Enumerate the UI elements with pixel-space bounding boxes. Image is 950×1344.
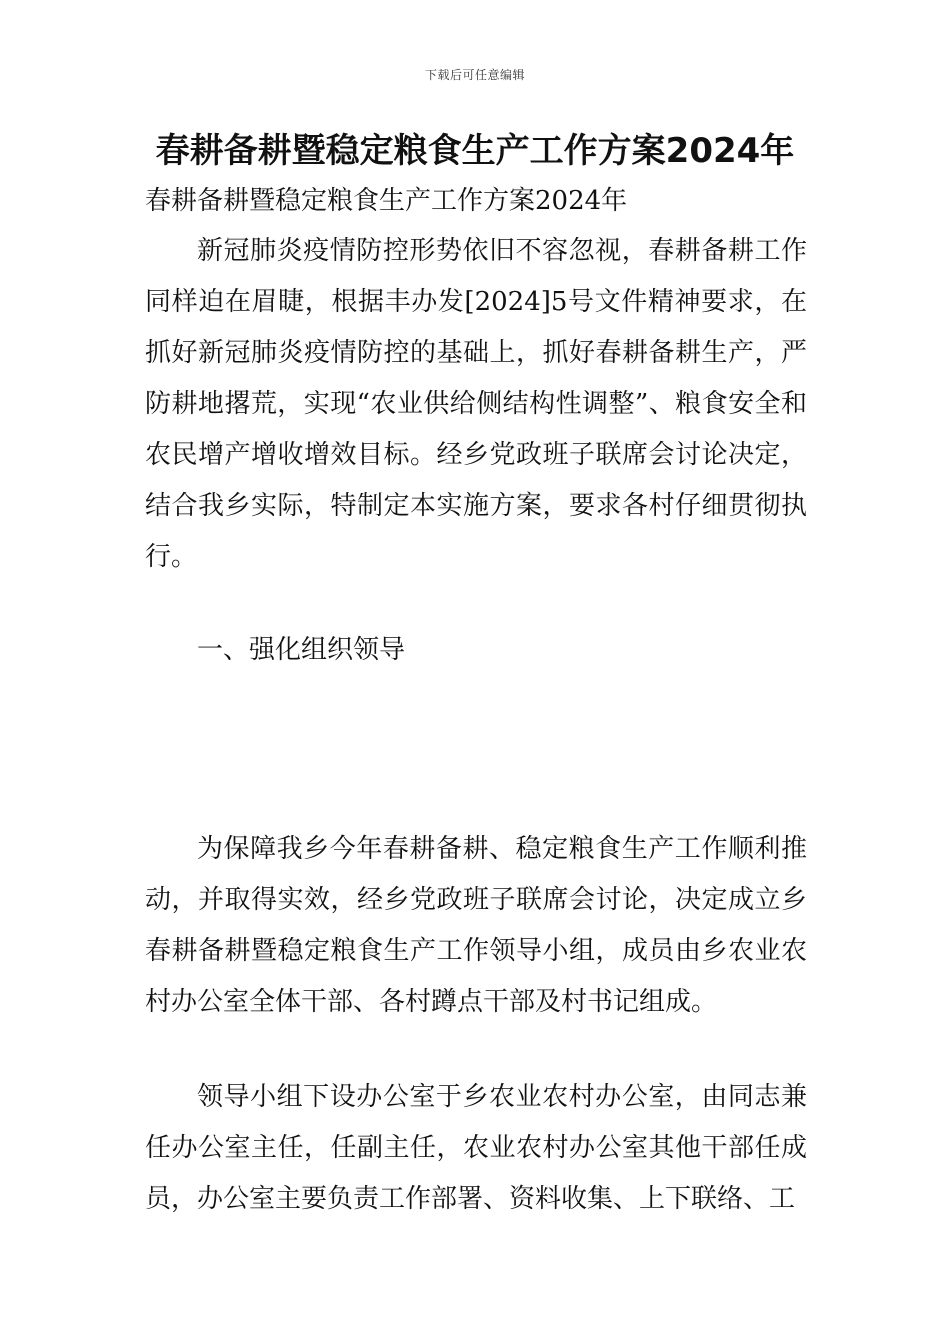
intro-paragraph: 新冠肺炎疫情防控形势依旧不容忽视，春耕备耕工作同样迫在眉睫，根据丰办发[2024]5号文件精神要求，在抓好新冠肺炎疫情防控的基础上，抓好春耕备耕生产，严防耕地撂荒，实现“农业供给侧结构性调整”、粮食安全和农民增产增收增效目标。经乡党政班子联席会讨论决定，结合我乡实际，特制定本实施方案，要求各村仔细贯彻执行。 (145, 236, 807, 572)
section-heading-1: 一、强化组织领导 (197, 635, 406, 665)
document-title: 春耕备耕暨稳定粮食生产工作方案2024年 (155, 131, 795, 171)
section-1-paragraph-1: 为保障我乡今年春耕备耕、稳定粮食生产工作顺利推动，并取得实效，经乡党政班子联席会讨论，决定成立乡春耕备耕暨稳定粮食生产工作领导小组，成员由乡农业农村办公室全体干部、各村蹲点干部及村书记组成。 (145, 834, 807, 1017)
document-subtitle: 春耕备耕暨稳定粮食生产工作方案2024年 (145, 186, 628, 216)
header-note: 下载后可任意编辑 (424, 68, 525, 82)
section-1-paragraph-2: 领导小组下设办公室于乡农业农村办公室，由同志兼任办公室主任，任副主任，农业农村办公室其他干部任成员，办公室主要负责工作部署、资料收集、上下联络、工 (145, 1082, 807, 1214)
